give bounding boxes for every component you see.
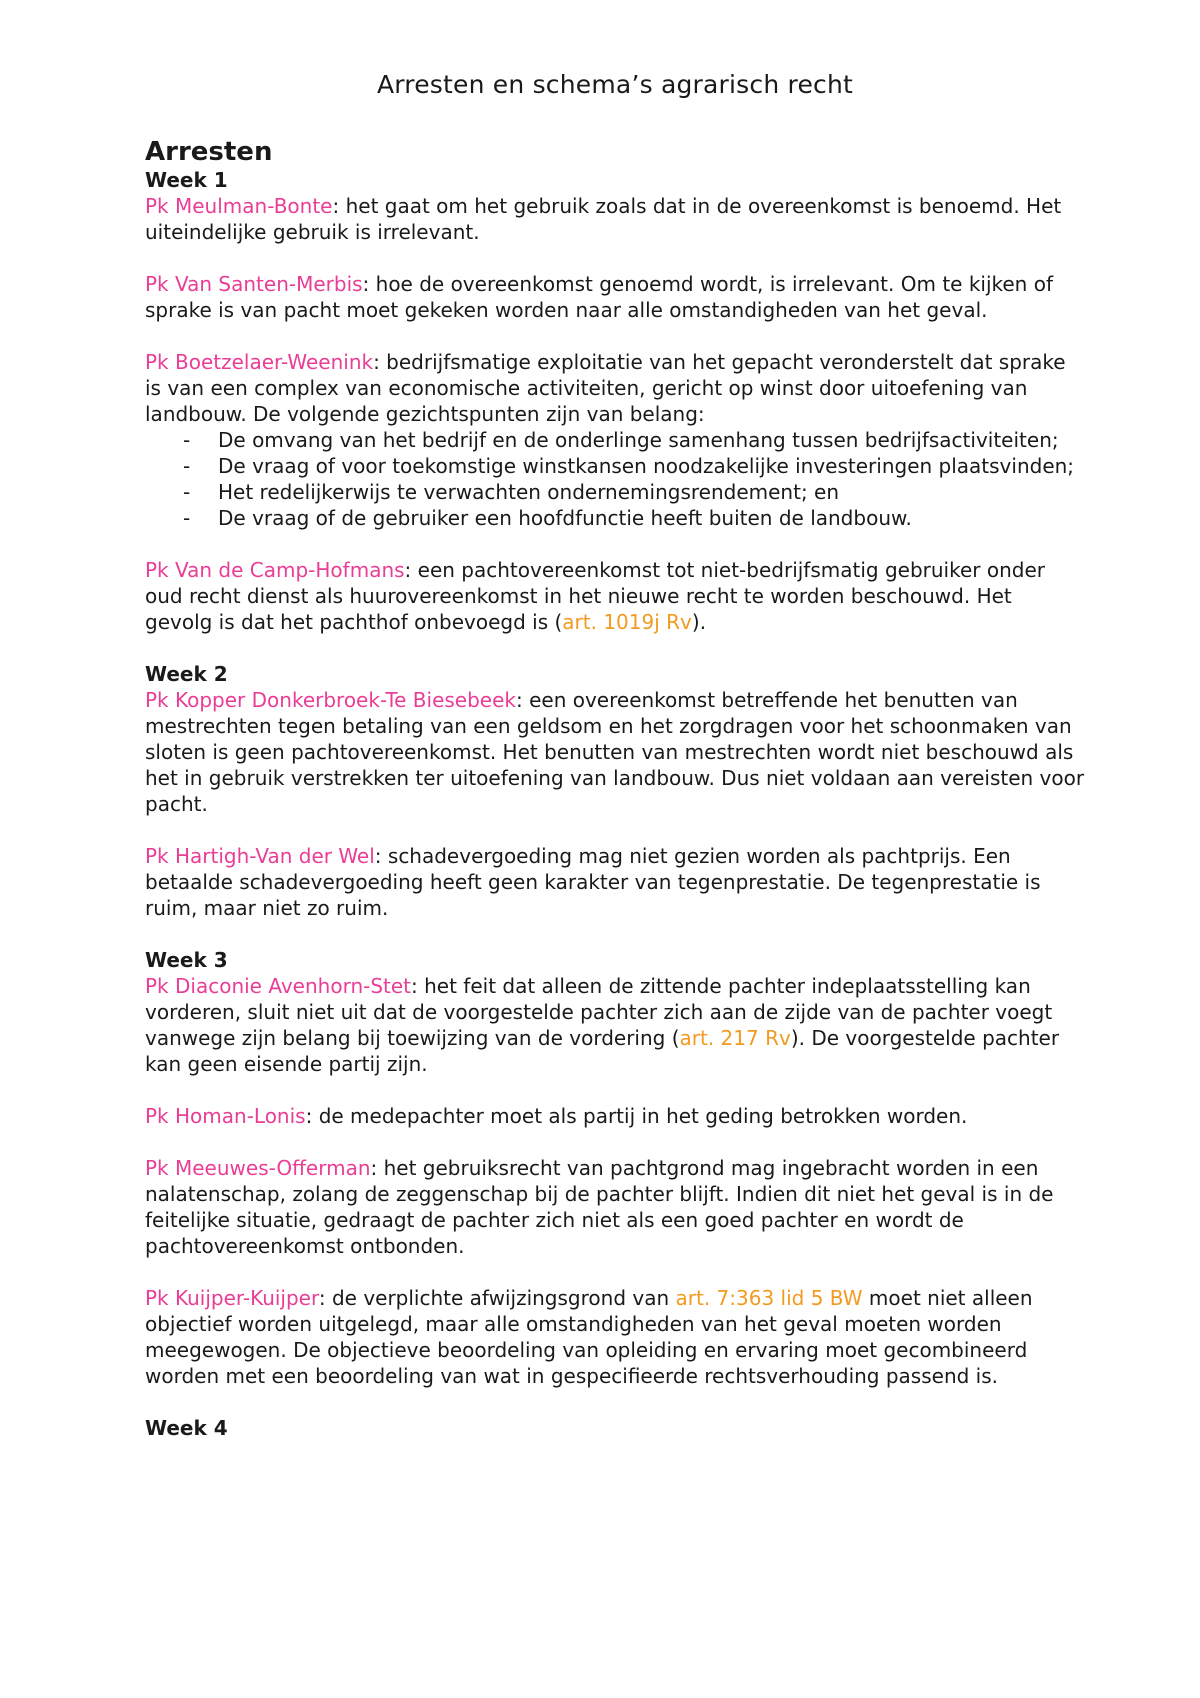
document-title: Arresten en schema’s agrarisch recht xyxy=(376,70,854,99)
list-item xyxy=(145,505,1085,531)
dash-bullet-icon: - xyxy=(183,428,191,452)
weeks-container xyxy=(145,167,1085,1441)
week-heading: Week 3 xyxy=(145,948,228,972)
case-entry xyxy=(145,1155,1085,1259)
case-name: Pk Homan-Lonis xyxy=(145,1104,306,1128)
case-entry xyxy=(145,973,1085,1077)
case-name: Pk Boetzelaer-Weenink xyxy=(145,350,374,374)
case-entry xyxy=(145,1285,1085,1389)
article-reference: art. 1019j Rv xyxy=(562,610,692,634)
case-entry xyxy=(145,843,1085,921)
case-text: ). xyxy=(691,610,707,634)
case-text: : het gebruiksrecht van pachtgrond mag ingebracht worden in een nalatenschap, zolang de zeggenschap bij de pachter blijft. Indien dit niet het geval is in de feitelijke situatie, gedraagt de pachter zich niet als een goed pachter en wordt de pachtovereenkomst ontbonden. xyxy=(145,1156,1054,1258)
week-heading: Week 1 xyxy=(145,168,228,192)
case-text: : bedrijfsmatige exploitatie van het gepacht veronderstelt dat sprake is van een complex van economische activiteiten, gericht op winst door uitoefening van landbouw. De volgende gezichtspunten zijn van belang: xyxy=(145,350,1066,426)
case-entry xyxy=(145,193,1085,245)
case-name: Pk Van Santen-Merbis xyxy=(145,272,363,296)
dash-bullet-icon: - xyxy=(183,506,191,530)
list-item xyxy=(145,453,1085,479)
case-name: Pk Diaconie Avenhorn-Stet xyxy=(145,974,412,998)
case-entry xyxy=(145,349,1085,427)
document-page xyxy=(145,70,1085,1441)
case-text: : schadevergoeding mag niet gezien worden als pachtprijs. Een betaalde schadevergoeding heeft geen karakter van tegenprestatie. De tegenprestatie is ruim, maar niet zo ruim. xyxy=(145,844,1041,920)
article-reference: art. 217 Rv xyxy=(679,1026,791,1050)
case-name: Pk Kopper Donkerbroek-Te Biesebeek xyxy=(145,688,516,712)
case-entry xyxy=(145,557,1085,635)
list-item xyxy=(145,479,1085,505)
criteria-list xyxy=(145,427,1085,531)
list-item-text: De vraag of voor toekomstige winstkansen noodzakelijke investeringen plaatsvinden; xyxy=(218,454,1075,478)
article-reference: art. 7:363 lid 5 BW xyxy=(675,1286,863,1310)
week-heading: Week 4 xyxy=(145,1416,228,1440)
case-name: Pk Van de Camp-Hofmans xyxy=(145,558,405,582)
case-entry xyxy=(145,1103,1085,1129)
dash-bullet-icon: - xyxy=(183,454,191,478)
case-text: : het gaat om het gebruik zoals dat in de overeenkomst is benoemd. Het uiteindelijke gebruik is irrelevant. xyxy=(145,194,1062,244)
case-name: Pk Hartigh-Van der Wel xyxy=(145,844,375,868)
list-item-text: De vraag of de gebruiker een hoofdfunctie heeft buiten de landbouw. xyxy=(218,506,912,530)
case-name: Pk Meeuwes-Offerman xyxy=(145,1156,371,1180)
list-item-text: De omvang van het bedrijf en de onderlinge samenhang tussen bedrijfsactiviteiten; xyxy=(218,428,1059,452)
dash-bullet-icon: - xyxy=(183,480,191,504)
case-text: : de verplichte afwijzingsgrond van xyxy=(318,1286,676,1310)
case-text: moet niet alleen objectief worden uitgelegd, maar alle omstandigheden van het geval moeten worden meegewogen. De objectieve beoordeling van opleiding en ervaring moet gecombineerd worden met een beoordeling van wat in gespecifieerde rechtsverhouding passend is. xyxy=(145,1286,1033,1388)
case-text: : een overeenkomst betreffende het benutten van mestrechten tegen betaling van een geldsom en het zorgdragen voor het schoonmaken van sloten is geen pachtovereenkomst. Het benutten van mestrechten wordt niet beschouwd als het in gebruik verstrekken ter uitoefening van landbouw. Dus niet voldaan aan vereisten voor pacht. xyxy=(145,688,1085,816)
week-heading: Week 2 xyxy=(145,662,228,686)
case-name: Pk Kuijper-Kuijper xyxy=(145,1286,319,1310)
section-heading-arresten: Arresten xyxy=(145,137,273,167)
case-text: : een pachtovereenkomst tot niet-bedrijfsmatig gebruiker onder oud recht dienst als huurovereenkomst in het nieuwe recht te worden beschouwd. Het gevolg is dat het pachthof onbevoegd is ( xyxy=(145,558,1045,634)
case-name: Pk Meulman-Bonte xyxy=(145,194,333,218)
case-text: : het feit dat alleen de zittende pachter indeplaatsstelling kan vorderen, sluit niet uit dat de voorgestelde pachter zich aan de zijde van de pachter voegt vanwege zijn belang bij toewijzing van de vordering ( xyxy=(145,974,1053,1050)
list-item xyxy=(145,427,1085,453)
case-text: ). De voorgestelde pachter kan geen eisende partij zijn. xyxy=(145,1026,1060,1076)
case-entry xyxy=(145,271,1085,323)
case-entry xyxy=(145,687,1085,817)
case-text: : hoe de overeenkomst genoemd wordt, is irrelevant. Om te kijken of sprake is van pacht moet gekeken worden naar alle omstandigheden van het geval. xyxy=(145,272,1053,322)
case-text: : de medepachter moet als partij in het geding betrokken worden. xyxy=(305,1104,968,1128)
list-item-text: Het redelijkerwijs te verwachten ondernemingsrendement; en xyxy=(218,480,840,504)
